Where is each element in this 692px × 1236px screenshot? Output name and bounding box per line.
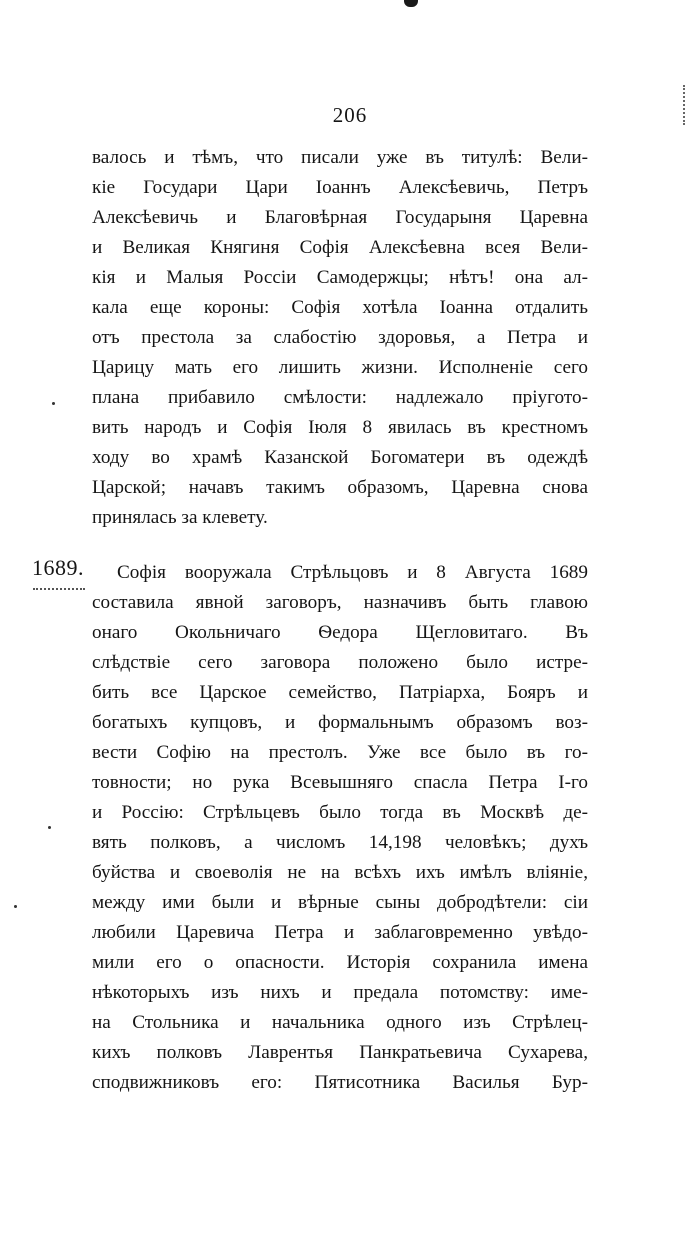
text-line: слѣдствіе сего заговора положено было истре- (92, 652, 588, 673)
text-line: Царицу мать его лишить жизни. Исполненіе сего (92, 357, 588, 378)
text-line: кихъ полковъ Лаврентья Панкратьевича Сухарева, (92, 1042, 588, 1063)
text-line: Софія вооружала Стрѣльцовъ и 8 Августа 1689 (117, 562, 588, 583)
text-line: бить все Царское семейство, Патріарха, Бояръ и (92, 682, 588, 703)
text-line: и Россію: Стрѣльцевъ было тогда въ Москвѣ де- (92, 802, 588, 823)
text-line: мили его о опасности. Исторія сохранила имена (92, 952, 588, 973)
text-line: плана прибавило смѣлости: надлежало пріугото- (92, 387, 588, 408)
text-line: составила явной заговоръ, назначивъ быть главою (92, 592, 588, 613)
text-line: Алексѣевичь и Благовѣрная Государыня Царевна (92, 207, 588, 228)
text-line: нѣкоторыхъ изъ нихъ и предала потомству: име- (92, 982, 588, 1003)
top-ink-mark (404, 0, 418, 7)
text-line: и Великая Княгиня Софія Алексѣевна всея Вели- (92, 237, 588, 258)
text-line: ходу во храмѣ Казанской Богоматери въ одеждѣ (92, 447, 588, 468)
text-line: онаго Окольничаго Ѳедора Щегловитаго. Въ (92, 622, 588, 643)
text-line: вять полковъ, а числомъ 14,198 человѣкъ; духъ (92, 832, 588, 853)
text-line: кіе Государи Цари Іоаннъ Алексѣевичь, Петръ (92, 177, 588, 198)
paper-speck (52, 402, 55, 405)
page-number: 206 (332, 103, 368, 127)
text-line: вести Софію на престолъ. Уже все было въ го- (92, 742, 588, 763)
margin-underline-mark (33, 588, 85, 594)
text-line: любили Царевича Петра и заблаговременно увѣдо- (92, 922, 588, 943)
text-line: товности; но рука Всевышняго спасла Петра І-го (92, 772, 588, 793)
text-line: богатыхъ купцовъ, и формальнымъ образомъ воз- (92, 712, 588, 733)
text-line: сподвижниковъ его: Пятисотника Василья Бур- (92, 1072, 588, 1093)
text-line: вить народъ и Софія Іюля 8 явилась въ крестномъ (92, 417, 588, 438)
text-line: принялась за клевету. (92, 507, 268, 528)
text-line: на Стольника и начальника одного изъ Стрѣлец- (92, 1012, 588, 1033)
text-line: буйства и своеволія не на всѣхъ ихъ имѣлъ вліяніе, (92, 862, 588, 883)
text-line: Царской; начавъ такимъ образомъ, Царевна снова (92, 477, 588, 498)
paper-speck (14, 905, 17, 908)
text-line: валось и тѣмъ, что писали уже въ титулѣ: Вели- (92, 147, 588, 168)
text-line: отъ престола за слабостію здоровья, а Петра и (92, 327, 588, 348)
text-line: кала еще короны: Софія хотѣла Іоанна отдалить (92, 297, 588, 318)
text-line: между ими были и вѣрные сыны добродѣтели: сіи (92, 892, 588, 913)
margin-year-note: 1689. (32, 555, 84, 580)
paper-speck (48, 826, 51, 829)
text-line: кія и Малыя Россіи Самодержцы; нѣтъ! она ал- (92, 267, 588, 288)
